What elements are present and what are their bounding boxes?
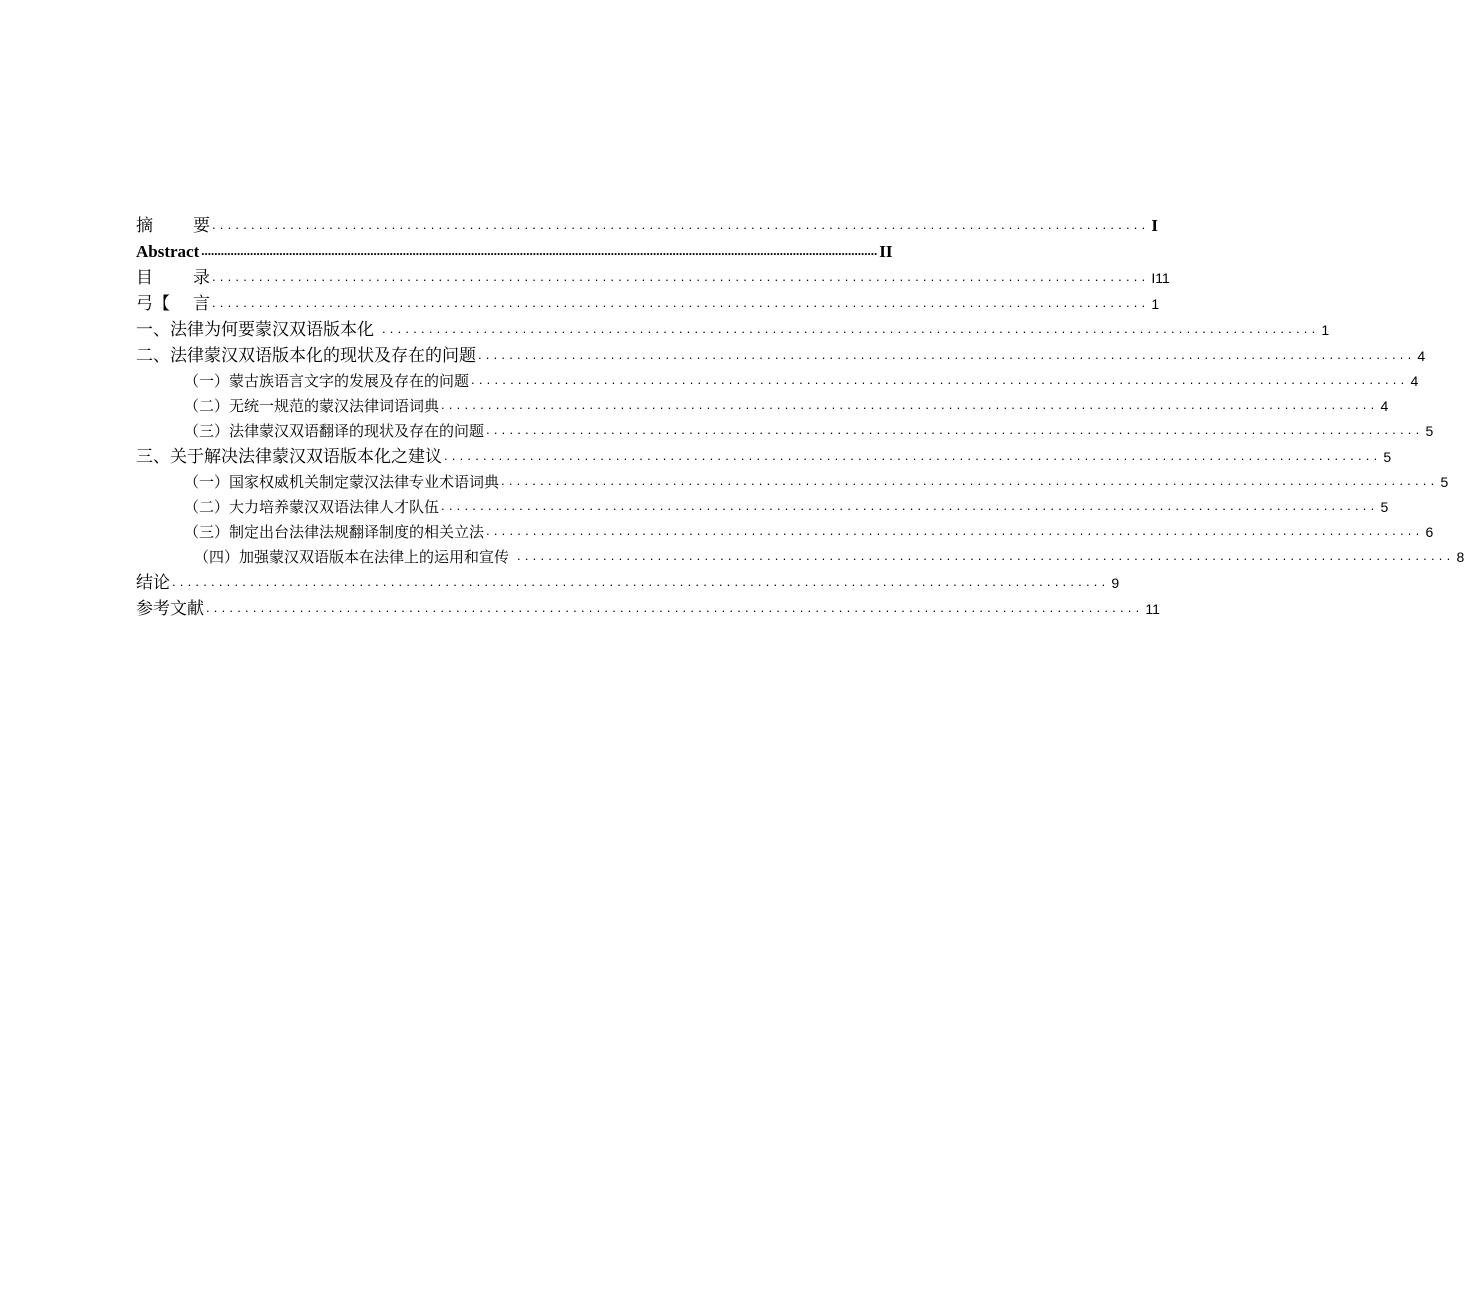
- dot-leader: ........................................................................................................................: [441, 397, 1379, 412]
- toc-title-part: 言: [193, 294, 210, 314]
- toc-entry-title: 参考文献: [136, 599, 204, 619]
- toc-entry-title: （三）制定出台法律法规翻译制度的相关立法: [184, 523, 485, 541]
- toc-entry-abstract-en[interactable]: [136, 236, 893, 262]
- dot-leader: ........................................................................................................................: [212, 295, 1150, 310]
- toc-entry-section-3-4[interactable]: [136, 542, 1464, 567]
- toc-entry-introduction[interactable]: [136, 288, 1160, 314]
- toc-entry-section-2-1[interactable]: [136, 366, 1419, 391]
- toc-entry-title: 结论: [136, 573, 170, 593]
- dot-leader: ........................................................................................................................: [172, 574, 1110, 589]
- toc-title-part: 弓【: [136, 294, 170, 314]
- toc-entry-title: （三）法律蒙汉双语翻译的现状及存在的问题: [184, 422, 485, 440]
- toc-entry-title: [136, 216, 212, 236]
- toc-entry-title: 三、关于解决法律蒙汉双语版本化之建议: [136, 447, 442, 467]
- toc-entry-section-3-2[interactable]: [136, 492, 1389, 517]
- toc-title-part: 目: [136, 268, 153, 288]
- toc-entry-page: 6: [1425, 524, 1434, 540]
- table-of-contents: [136, 210, 1464, 619]
- toc-entry-page: I11: [1151, 270, 1170, 286]
- dot-leader: ........................................................................................................................: [444, 448, 1382, 463]
- toc-title-part: 摘: [136, 216, 153, 236]
- toc-entry-page: 4: [1410, 373, 1419, 389]
- toc-entry-title: （二）无统一规范的蒙汉法律词语词典: [184, 397, 440, 415]
- dot-leader: ........................................................................................................................: [206, 600, 1144, 615]
- dot-leader: ........................................................................................................................: [212, 217, 1150, 232]
- toc-entry-title: （四）加强蒙汉双语版本在法律上的运用和宣传: [194, 548, 510, 566]
- toc-entry-page: 1: [1321, 322, 1330, 338]
- toc-entry-page: 9: [1111, 575, 1120, 591]
- toc-entry-page: 5: [1425, 423, 1434, 439]
- toc-entry-title: 二、法律蒙汉双语版本化的现状及存在的问题: [136, 346, 476, 366]
- toc-entry-title: （一）国家权威机关制定蒙汉法律专业术语词典: [184, 473, 500, 491]
- dot-leader: ........................................................................................................................: [486, 422, 1424, 437]
- toc-entry-references[interactable]: [136, 593, 1160, 619]
- toc-entry-title: （一）蒙古族语言文字的发展及存在的问题: [184, 372, 470, 390]
- toc-entry-page: 1: [1151, 296, 1160, 312]
- toc-entry-page: 5: [1440, 474, 1449, 490]
- toc-entry-title: [136, 294, 212, 314]
- dot-leader: ........................................................................................................................: [517, 548, 1455, 563]
- toc-entry-page: 4: [1380, 398, 1389, 414]
- toc-entry-section-3[interactable]: [136, 441, 1392, 467]
- toc-entry-title: 一、法律为何要蒙汉双语版本化: [136, 320, 374, 340]
- toc-entry-title: Abstract: [136, 242, 200, 261]
- toc-entry-section-2[interactable]: [136, 340, 1426, 366]
- toc-entry-title: [136, 268, 212, 288]
- dot-leader: ........................................................................................................................: [478, 347, 1416, 362]
- dot-leader: ................................................................................................................................................................................................................: [201, 243, 878, 258]
- toc-entry-section-3-3[interactable]: [136, 517, 1434, 542]
- toc-entry-contents[interactable]: [136, 262, 1170, 288]
- toc-entry-page: 4: [1417, 348, 1426, 364]
- dot-leader: ........................................................................................................................: [382, 321, 1320, 336]
- toc-entry-section-1[interactable]: [136, 314, 1330, 340]
- toc-entry-section-2-2[interactable]: [136, 391, 1389, 416]
- dot-leader: ........................................................................................................................: [501, 473, 1439, 488]
- toc-entry-title: （二）大力培养蒙汉双语法律人才队伍: [184, 498, 440, 516]
- toc-entry-page: II: [879, 242, 893, 261]
- toc-entry-section-2-3[interactable]: [136, 416, 1434, 441]
- toc-entry-page: 11: [1145, 601, 1160, 617]
- dot-leader: ........................................................................................................................: [471, 372, 1409, 387]
- toc-entry-abstract-cn[interactable]: [136, 210, 1159, 236]
- dot-leader: ........................................................................................................................: [486, 523, 1424, 538]
- toc-title-part: 录: [193, 268, 210, 288]
- dot-leader: ........................................................................................................................: [212, 269, 1150, 284]
- dot-leader: ........................................................................................................................: [441, 498, 1379, 513]
- toc-entry-page: I: [1151, 216, 1159, 235]
- toc-entry-page: 5: [1380, 499, 1389, 515]
- toc-entry-page: 5: [1383, 449, 1392, 465]
- toc-entry-page: 8: [1456, 549, 1464, 565]
- toc-entry-section-3-1[interactable]: [136, 467, 1449, 492]
- toc-title-part: 要: [193, 216, 210, 236]
- toc-entry-conclusion[interactable]: [136, 567, 1120, 593]
